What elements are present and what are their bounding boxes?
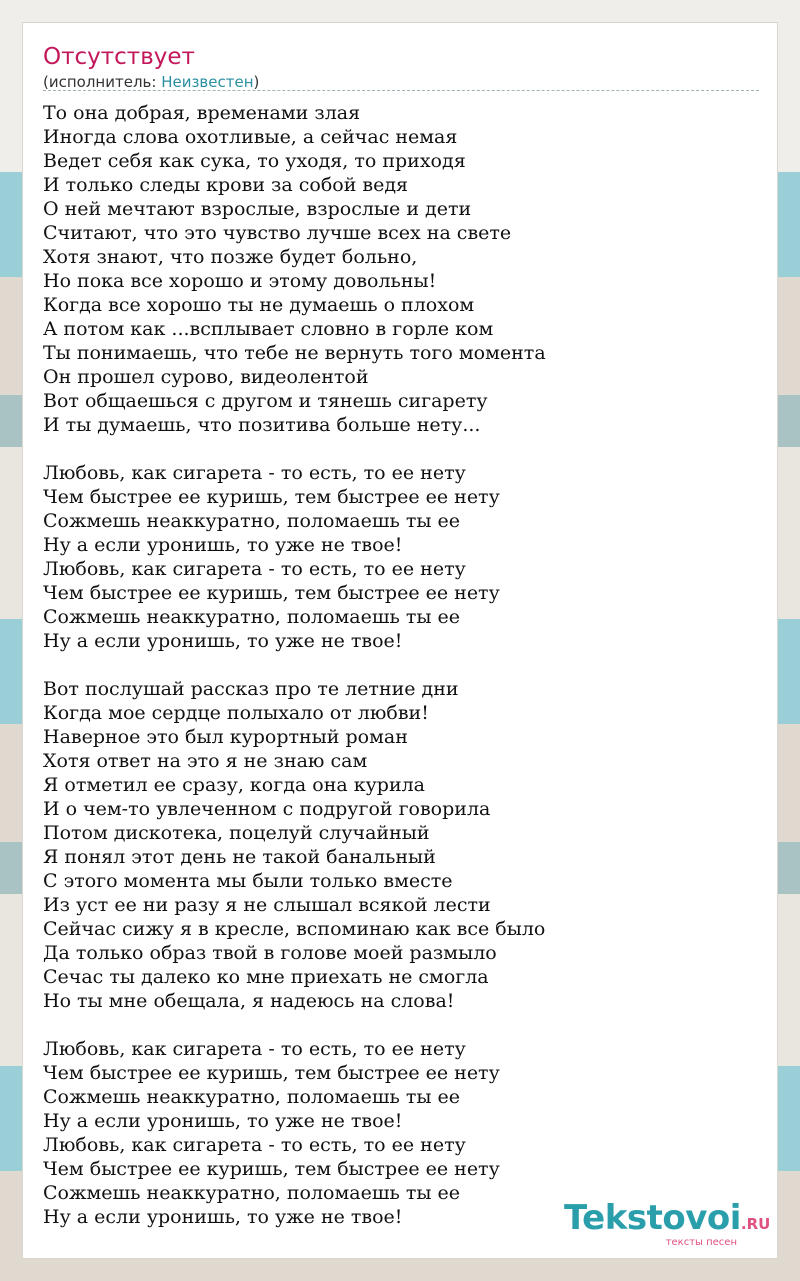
lyric-line: Потом дискотека, поцелуй случайный (43, 822, 430, 844)
lyric-line: Когда все хорошо ты не думаешь о плохом (43, 294, 475, 316)
lyric-line: Считают, что это чувство лучше всех на свете (43, 222, 512, 244)
lyric-line: Хотя знают, что позже будет больно, (43, 246, 418, 268)
lyric-line: Наверное это был курортный роман (43, 726, 408, 748)
logo-tagline: тексты песен (665, 1237, 737, 1248)
stanza-verse-1 (43, 101, 759, 437)
lyric-line: Вот послушай рассказ про те летние дни (43, 678, 459, 700)
lyric-line: То она добрая, временами злая (43, 102, 361, 124)
lyric-line: О ней мечтают взрослые, взрослые и дети (43, 198, 472, 220)
lyrics-text (43, 101, 759, 1229)
lyric-line: Сожмешь неаккуратно, поломаешь ты ее (43, 606, 461, 628)
lyric-line: Да только образ твой в голове моей размыло (43, 942, 497, 964)
lyric-line: Ну а если уронишь, то уже не твое! (43, 630, 403, 652)
lyric-line: Сожмешь неаккуратно, поломаешь ты ее (43, 510, 461, 532)
song-title: Отсутствует (43, 44, 195, 70)
lyric-line: Сейчас сижу я в кресле, вспоминаю как все было (43, 918, 546, 940)
title-divider (43, 90, 759, 91)
lyric-line: Любовь, как сигарета - то есть, то ее нету (43, 1038, 466, 1060)
lyric-line: Чем быстрее ее куришь, тем быстрее ее нету (43, 582, 500, 604)
lyric-line: Я понял этот день не такой банальный (43, 846, 436, 868)
lyric-line: Сожмешь неаккуратно, поломаешь ты ее (43, 1086, 461, 1108)
lyric-line: И о чем-то увлеченном с подругой говорила (43, 798, 491, 820)
lyric-line: Ну а если уронишь, то уже не твое! (43, 534, 403, 556)
lyric-line: Вот общаешься с другом и тянешь сигарету (43, 390, 488, 412)
lyric-line: Чем быстрее ее куришь, тем быстрее ее нету (43, 1158, 500, 1180)
tekstovoi-logo[interactable] (564, 1198, 769, 1250)
lyric-line: Я отметил ее сразу, когда она курила (43, 774, 426, 796)
lyric-line: Чем быстрее ее куришь, тем быстрее ее нету (43, 486, 500, 508)
lyric-line: Любовь, как сигарета - то есть, то ее нету (43, 462, 466, 484)
lyric-line: Ведет себя как сука, то уходя, то приходя (43, 150, 466, 172)
lyric-line: Чем быстрее ее куришь, тем быстрее ее нету (43, 1062, 500, 1084)
lyric-line: Ну а если уронишь, то уже не твое! (43, 1206, 403, 1228)
lyric-line: А потом как ...всплывает словно в горле ком (43, 318, 494, 340)
lyric-line: И только следы крови за собой ведя (43, 174, 409, 196)
lyrics-card (22, 22, 778, 1259)
lyric-line: Иногда слова охотливые, а сейчас немая (43, 126, 458, 148)
lyric-line: Он прошел сурово, видеолентой (43, 366, 369, 388)
lyric-line: Любовь, как сигарета - то есть, то ее нету (43, 1134, 466, 1156)
stanza-verse-2 (43, 677, 759, 1013)
lyric-line: Но пока все хорошо и этому довольны! (43, 270, 437, 292)
lyric-line: Но ты мне обещала, я надеюсь на слова! (43, 990, 455, 1012)
lyric-line: Сожмешь неаккуратно, поломаешь ты ее (43, 1182, 461, 1204)
lyric-line: Ты понимаешь, что тебе не вернуть того момента (43, 342, 546, 364)
lyric-line: Ну а если уронишь, то уже не твое! (43, 1110, 403, 1132)
lyric-line: С этого момента мы были только вместе (43, 870, 453, 892)
lyric-line: Сечас ты далеко ко мне приехать не смогла (43, 966, 489, 988)
lyric-line: Хотя ответ на это я не знаю сам (43, 750, 368, 772)
artist-suffix: ) (253, 73, 260, 91)
lyric-line: Когда мое сердце полыхало от любви! (43, 702, 429, 724)
lyric-line: И ты думаешь, что позитива больше нету... (43, 414, 481, 436)
logo-name: Tekstovoi (564, 1198, 741, 1238)
artist-link[interactable]: Неизвестен (161, 73, 254, 91)
artist-line (43, 72, 259, 92)
artist-prefix: (исполнитель: (43, 73, 162, 91)
lyric-line: Из уст ее ни разу я не слышал всякой лести (43, 894, 491, 916)
logo-tld: .RU (740, 1215, 771, 1233)
stanza-chorus-1 (43, 461, 759, 653)
lyric-line: Любовь, как сигарета - то есть, то ее нету (43, 558, 466, 580)
